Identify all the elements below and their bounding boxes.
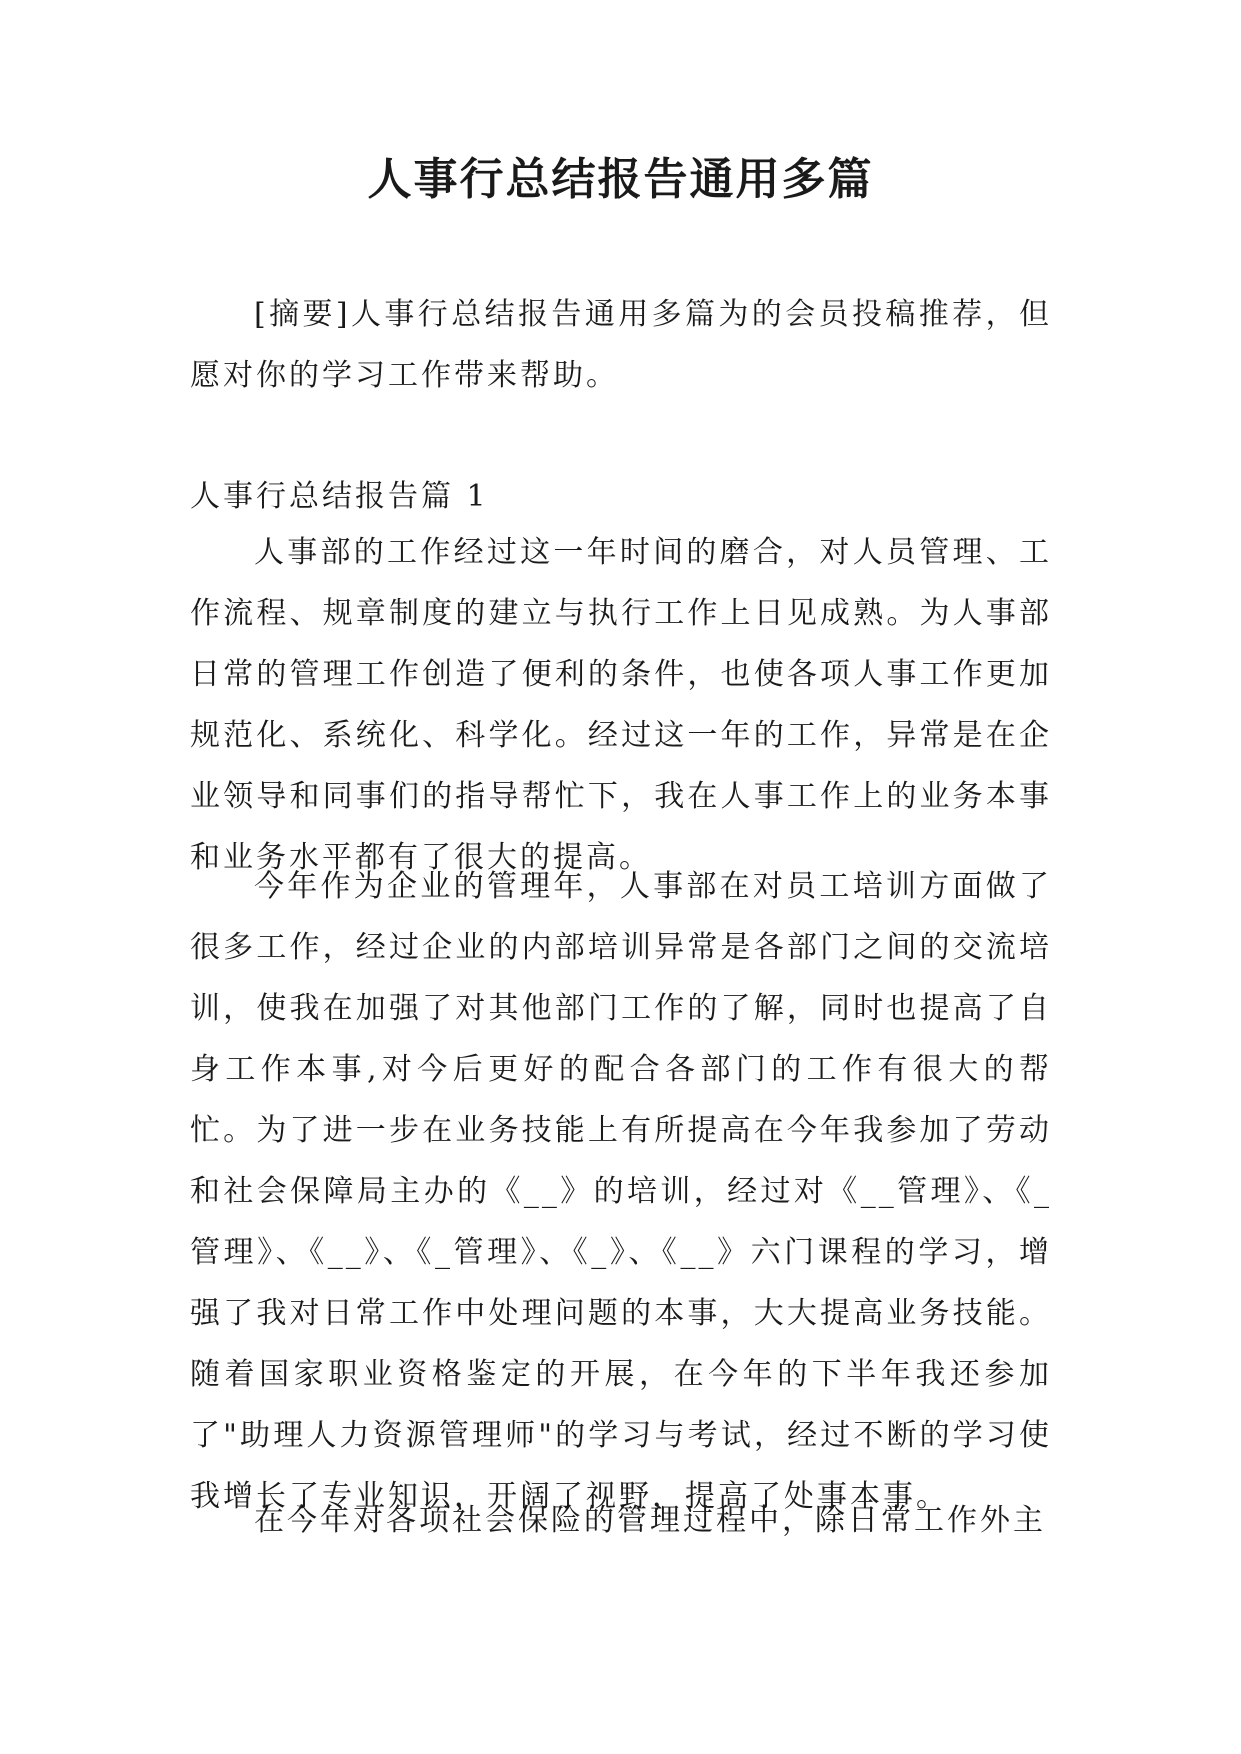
body-paragraph-1: 人事部的工作经过这一年时间的磨合，对人员管理、工作流程、规章制度的建立与执行工作上日见成熟。为人事部日常的管理工作创造了便利的条件，也使各项人事工作更加规范化、系统化、科学化。经过这一年的工作，异常是在企业领导和同事们的指导帮忙下，我在人事工作上的业务本事和业务水平都有了很大的提高。 bbox=[190, 535, 1052, 875]
body-paragraph-3: 在今年对各项社会保险的管理过程中，除日常工作外主 bbox=[254, 1503, 1046, 1538]
document-title: 人事行总结报告通用多篇 bbox=[367, 154, 874, 205]
abstract-paragraph: [摘要]人事行总结报告通用多篇为的会员投稿推荐，但愿对你的学习工作带来帮助。 bbox=[190, 297, 1052, 393]
body-paragraph-2: 今年作为企业的管理年，人事部在对员工培训方面做了很多工作，经过企业的内部培训异常是各部门之间的交流培训，使我在加强了对其他部门工作的了解，同时也提高了自身工作本事,对今后更好的配合各部门的工作有很大的帮忙。为了进一步在业务技能上有所提高在今年我参加了劳动和社会保障局主办的《__》的培训，经过对《__管理》、《_管理》、《__》、《_管理》、《_》、《__》六门课程的学习，增强了我对日常工作中处理问题的本事，大大提高业务技能。随着国家职业资格鉴定的开展，在今年的下半年我还参加了"助理人力资源管理师"的学习与考试，经过不断的学习使我增长了专业知识，开阔了视野，提高了处事本事。 bbox=[190, 869, 1052, 1514]
section-heading: 人事行总结报告篇 1 bbox=[190, 479, 489, 514]
